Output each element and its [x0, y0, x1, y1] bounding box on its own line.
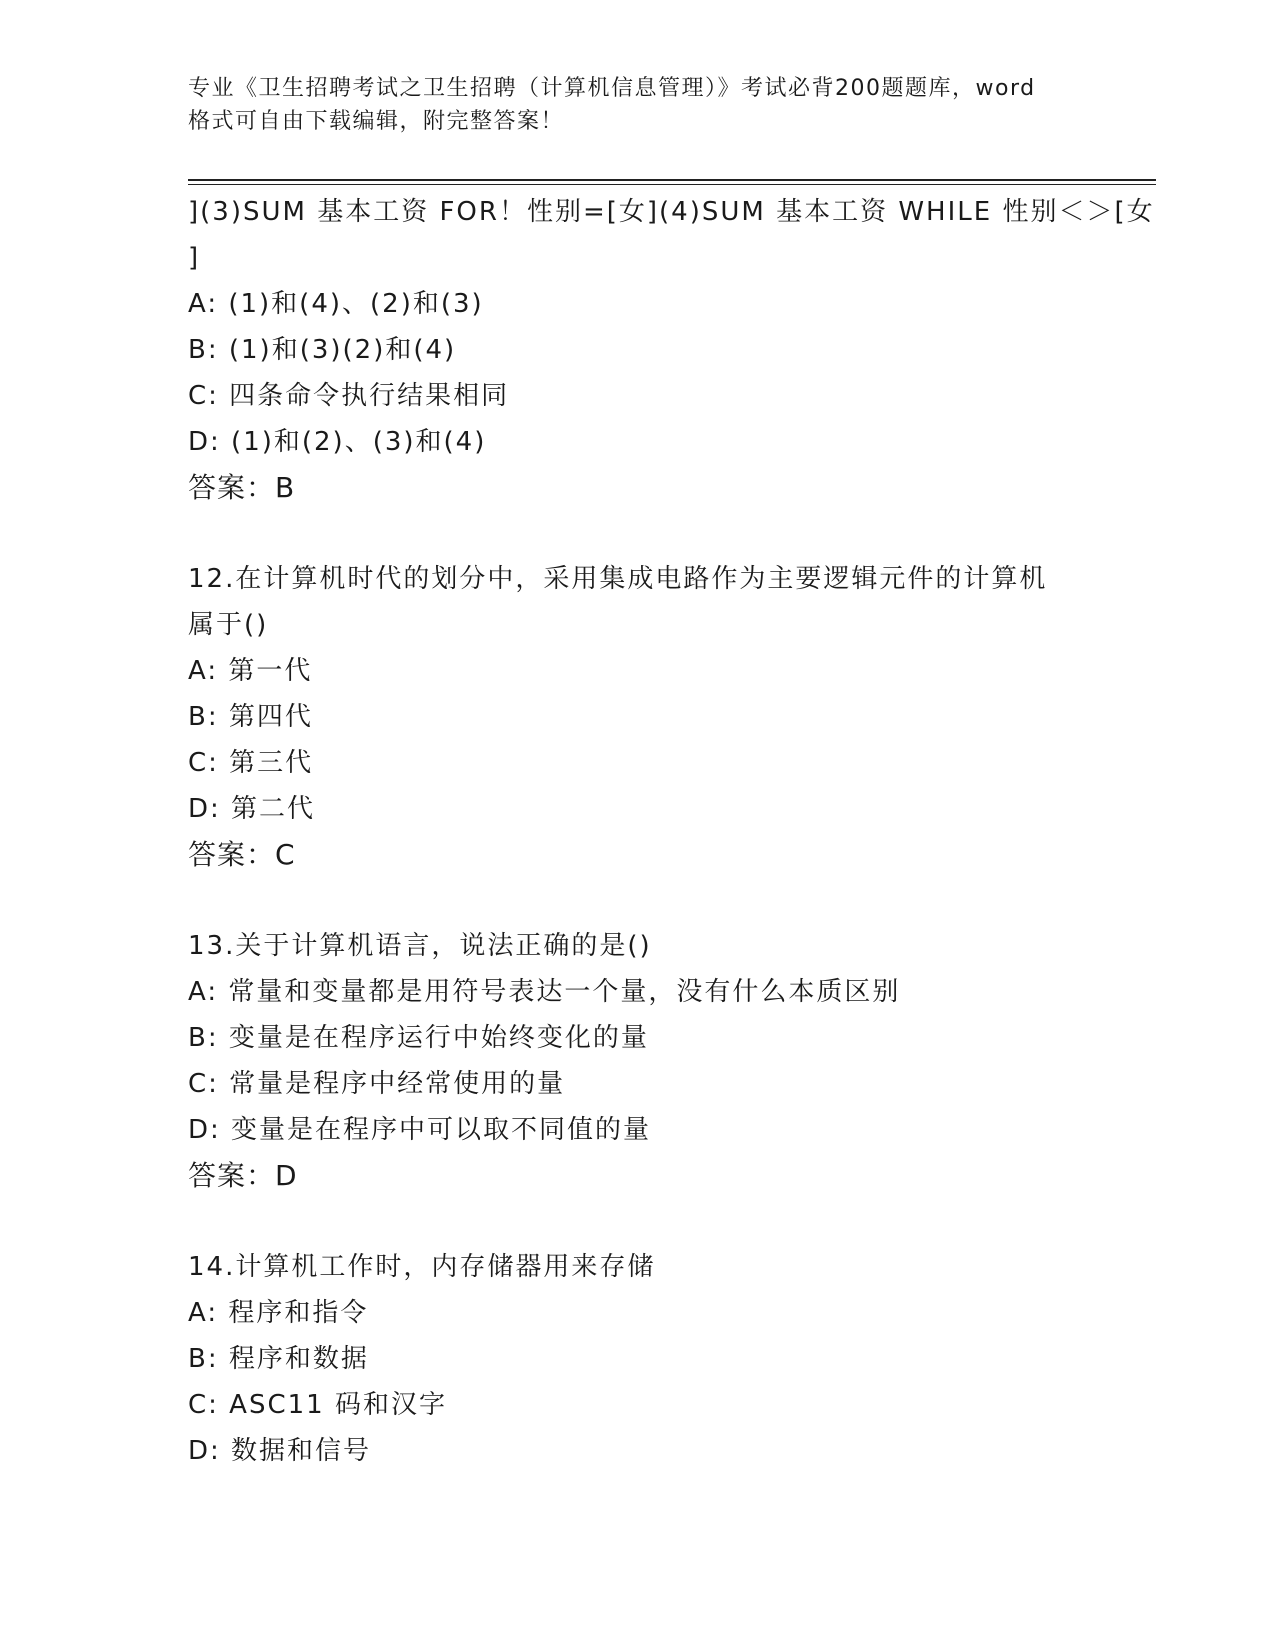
question-stem: 14.计算机工作时，内存储器用来存储	[188, 1252, 656, 1282]
header-line-2: 格式可自由下载编辑，附完整答案！	[188, 109, 565, 134]
option-b: B: 变量是在程序运行中始终变化的量	[188, 1023, 649, 1053]
option-d: D: (1)和(2)、(3)和(4)	[188, 427, 487, 457]
spacer	[188, 1199, 1088, 1244]
answer-line: 答案：D	[188, 1159, 298, 1192]
option-a: A: 程序和指令	[188, 1298, 369, 1328]
document-body	[188, 189, 1155, 1474]
question-stem-continued: ]	[188, 243, 201, 273]
option-d: D: 第二代	[188, 794, 316, 824]
option-b: B: 程序和数据	[188, 1344, 369, 1374]
option-d: D: 变量是在程序中可以取不同值的量	[188, 1115, 652, 1145]
option-a: A: (1)和(4)、(2)和(3)	[188, 289, 484, 319]
question-12	[188, 556, 1088, 878]
option-c: C: 常量是程序中经常使用的量	[188, 1069, 566, 1099]
option-d: D: 数据和信号	[188, 1436, 372, 1466]
option-a: A: 常量和变量都是用符号表达一个量，没有什么本质区别	[188, 977, 901, 1007]
question-14	[188, 1244, 1088, 1474]
header-divider-thick	[188, 179, 1156, 181]
question-stem: ](3)SUM 基本工资 FOR！性别=[女](4)SUM 基本工资 WHILE 性别＜＞[女	[188, 197, 1155, 227]
question-11	[188, 189, 1155, 511]
answer-line: 答案：C	[188, 838, 296, 871]
question-stem: 12.在计算机时代的划分中，采用集成电路作为主要逻辑元件的计算机	[188, 564, 1048, 594]
option-a: A: 第一代	[188, 656, 313, 686]
document-header	[188, 72, 1088, 138]
header-line-1: 专业《卫生招聘考试之卫生招聘（计算机信息管理）》考试必背200题题库，word	[188, 76, 1036, 101]
spacer	[188, 878, 1088, 923]
option-c: C: 四条命令执行结果相同	[188, 381, 510, 411]
answer-line: 答案：B	[188, 471, 296, 504]
question-stem-continued: 属于()	[188, 610, 269, 640]
option-b: B: (1)和(3)(2)和(4)	[188, 335, 457, 365]
option-b: B: 第四代	[188, 702, 313, 732]
question-stem: 13.关于计算机语言，说法正确的是()	[188, 931, 652, 961]
option-c: C: 第三代	[188, 748, 314, 778]
option-c: C: ASC11 码和汉字	[188, 1390, 447, 1420]
header-divider-thin	[188, 184, 1156, 185]
spacer	[188, 511, 1088, 556]
question-13	[188, 923, 1088, 1199]
